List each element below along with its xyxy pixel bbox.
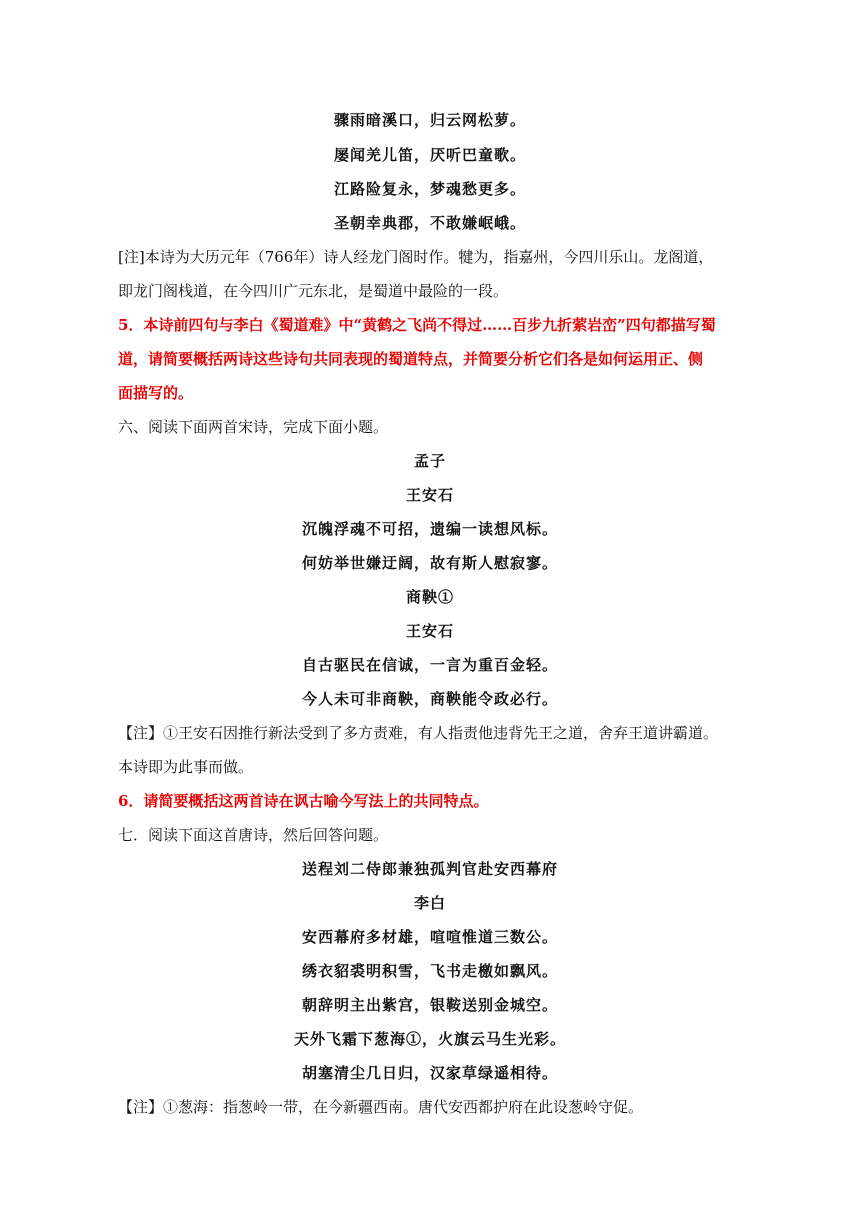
poem-line: 自古驱民在信诚，一言为重百金轻。 — [301, 656, 558, 674]
poem-line: 绣衣貂裘明积雪，飞书走檄如飘风。 — [301, 962, 558, 980]
poem-line: 胡塞清尘几日归，汉家草绿遥相待。 — [301, 1064, 558, 1082]
poem-line: 屡闻羌儿笛，厌听巴童歌。 — [333, 146, 526, 164]
section-6-heading: 六、阅读下面两首宋诗，完成下面小题。 — [118, 418, 389, 436]
poem-line: 江路险复永，梦魂愁更多。 — [333, 180, 526, 198]
poem-line: 今人未可非商鞅，商鞅能令政必行。 — [301, 690, 558, 708]
poem-note-line: 即龙门阁栈道，在今四川广元东北，是蜀道中最险的一段。 — [118, 282, 509, 300]
question-5-line: 5．本诗前四句与李白《蜀道难》中“黄鹤之飞尚不得过……百步九折萦岩峦”四句都描写蜀 — [118, 316, 716, 334]
poem-line: 沉魄浮魂不可招，遗编一读想风标。 — [301, 520, 558, 538]
question-6: 6．请简要概括这两首诗在讽古喻今写法上的共同特点。 — [118, 792, 489, 810]
poem-note-line: 【注】①王安石因推行新法受到了多方责难，有人指责他违背先王之道，舍弃王道讲霸道。 — [118, 724, 719, 742]
poem-line: 朝辞明主出紫宫，银鞍送别金城空。 — [301, 996, 558, 1014]
poem-line: 圣朝幸典郡，不敢嫌岷峨。 — [333, 214, 526, 232]
poem-note-line: [注]本诗为大历元年（766年）诗人经龙门阁时作。犍为，指嘉州，今四川乐山。龙阁道， — [118, 248, 714, 266]
poem-note-line: 本诗即为此事而做。 — [118, 758, 254, 776]
poem-line: 骤雨暗溪口，归云网松萝。 — [333, 111, 526, 129]
question-5-line: 面描写的。 — [118, 384, 194, 402]
poem-title: 送程刘二侍郎兼独孤判官赴安西幕府 — [301, 860, 558, 878]
section-7-heading: 七．阅读下面这首唐诗，然后回答问题。 — [118, 826, 389, 844]
poem-title: 孟子 — [413, 452, 446, 470]
poem-author: 王安石 — [405, 486, 454, 504]
poem-line: 安西幕府多材雄，喧喧惟道三数公。 — [301, 928, 558, 946]
question-5-line: 道，请简要概括两诗这些诗句共同表现的蜀道特点，并简要分析它们各是如何运用正、侧 — [118, 350, 704, 368]
poem-title: 商鞅① — [405, 588, 454, 606]
poem-line: 何妨举世嫌迂阔，故有斯人慰寂寥。 — [301, 554, 558, 572]
poem-author: 王安石 — [405, 622, 454, 640]
poem-note-line: 【注】①葱海：指葱岭一带，在今新疆西南。唐代安西都护府在此设葱岭守促。 — [118, 1098, 644, 1116]
poem-author: 李白 — [413, 894, 446, 912]
poem-line: 天外飞霜下葱海①，火旗云马生光彩。 — [293, 1030, 566, 1048]
